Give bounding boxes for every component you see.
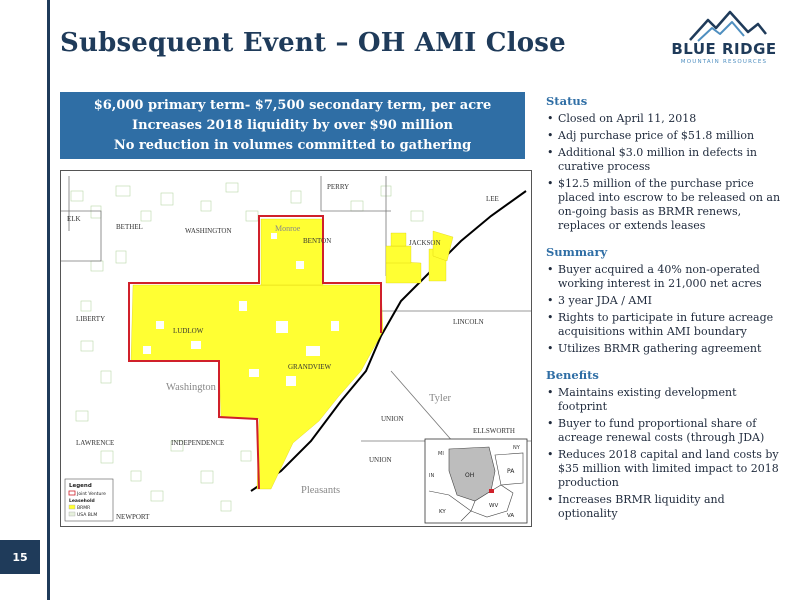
inset-locator-map — [425, 439, 527, 523]
details-panel — [546, 94, 786, 533]
map-label-tyler: Tyler — [429, 393, 452, 404]
map-legend — [65, 479, 113, 521]
inset-label: NY — [513, 445, 520, 451]
list-item: • Increases BRMR liquidity and optionality — [546, 493, 786, 521]
list-item: • Buyer acquired a 40% non-operated working interest in 21,000 net acres — [546, 263, 786, 291]
map-label-elk: ELK — [67, 215, 81, 223]
status-section — [546, 94, 786, 233]
map-label-jackson: JACKSON — [409, 239, 441, 247]
page-number: 15 — [0, 540, 40, 574]
benefits-list — [546, 386, 786, 521]
list-item: • Adj purchase price of $51.8 million — [546, 129, 786, 143]
map-label-lincoln: LINCOLN — [453, 318, 484, 326]
logo-tagline: MOUNTAIN RESOURCES — [680, 59, 768, 65]
inset-label: PA — [507, 468, 515, 475]
inset-label: MI — [438, 451, 444, 457]
list-item: • Additional $3.0 million in defects in curative process — [546, 146, 786, 174]
status-list — [546, 112, 786, 233]
map-label-lawrence: LAWRENCE — [76, 439, 115, 447]
terms-banner — [60, 92, 525, 159]
inset-label: OH — [465, 472, 475, 479]
summary-list — [546, 263, 786, 356]
inset-label: WV — [489, 503, 499, 509]
company-logo — [668, 8, 780, 74]
legend-item: Leasehold — [69, 499, 95, 504]
map-label-benton: BENTON — [303, 237, 332, 245]
legend-item: Joint Venture — [77, 492, 106, 497]
acreage-map — [60, 170, 532, 527]
map-label-washington-county: Washington — [166, 382, 216, 393]
summary-section — [546, 245, 786, 356]
map-label-union-south: UNION — [369, 456, 392, 464]
map-label-pleasants: Pleasants — [301, 485, 341, 496]
benefits-section — [546, 368, 786, 521]
banner-line: $6,000 primary term- $7,500 secondary term, per acre — [93, 97, 492, 113]
brmr-acreage — [131, 219, 453, 489]
banner-line: Increases 2018 liquidity by over $90 million — [132, 117, 453, 133]
legend-title: Legend — [69, 483, 92, 489]
list-item: • Maintains existing development footprint — [546, 386, 786, 414]
map-label-union-north: UNION — [381, 415, 404, 423]
logo-name: BLUE RIDGE — [671, 40, 777, 58]
legend-swatch-blm — [69, 512, 75, 516]
map-label-bethel: BETHEL — [116, 223, 143, 231]
legend-swatch-brmr — [69, 505, 75, 509]
list-item: • Reduces 2018 capital and land costs by $35 million with limited impact to 2018 production — [546, 448, 786, 490]
map-label-perry: PERRY — [327, 183, 350, 191]
legend-item: USA BLM — [77, 513, 98, 518]
left-accent-rule — [47, 0, 50, 600]
map-label-ludlow: LUDLOW — [173, 327, 204, 335]
summary-heading: Summary — [546, 245, 608, 259]
list-item: • Rights to participate in future acreage acquisitions within AMI boundary — [546, 311, 786, 339]
banner-line: No reduction in volumes committed to gathering — [113, 137, 472, 153]
map-label-liberty: LIBERTY — [76, 315, 106, 323]
status-heading: Status — [546, 94, 588, 108]
list-item: • 3 year JDA / AMI — [546, 294, 786, 308]
map-label-grandview: GRANDVIEW — [288, 363, 332, 371]
map-label-lee: LEE — [486, 195, 499, 203]
benefits-heading: Benefits — [546, 368, 599, 382]
map-label-ellsworth: ELLSWORTH — [473, 427, 515, 435]
inset-label: KY — [439, 509, 446, 515]
list-item: • $12.5 million of the purchase price placed into escrow to be released on an on-going basis as BRMR renews, replaces or extends leases — [546, 177, 786, 233]
inset-label: VA — [507, 513, 515, 519]
map-label-newport: NEWPORT — [116, 513, 150, 521]
mountain-logo-icon — [668, 8, 780, 42]
page-title: Subsequent Event – OH AMI Close — [60, 28, 566, 58]
map-label-independence: INDEPENDENCE — [171, 439, 225, 447]
list-item: • Utilizes BRMR gathering agreement — [546, 342, 786, 356]
list-item: • Buyer to fund proportional share of acreage renewal costs (through JDA) — [546, 417, 786, 445]
inset-label: IN — [429, 473, 435, 479]
legend-item: BRMR — [77, 506, 91, 511]
list-item: • Closed on April 11, 2018 — [546, 112, 786, 126]
map-label-washington-twp: WASHINGTON — [185, 227, 232, 235]
map-label-monroe: Monroe — [275, 224, 301, 233]
